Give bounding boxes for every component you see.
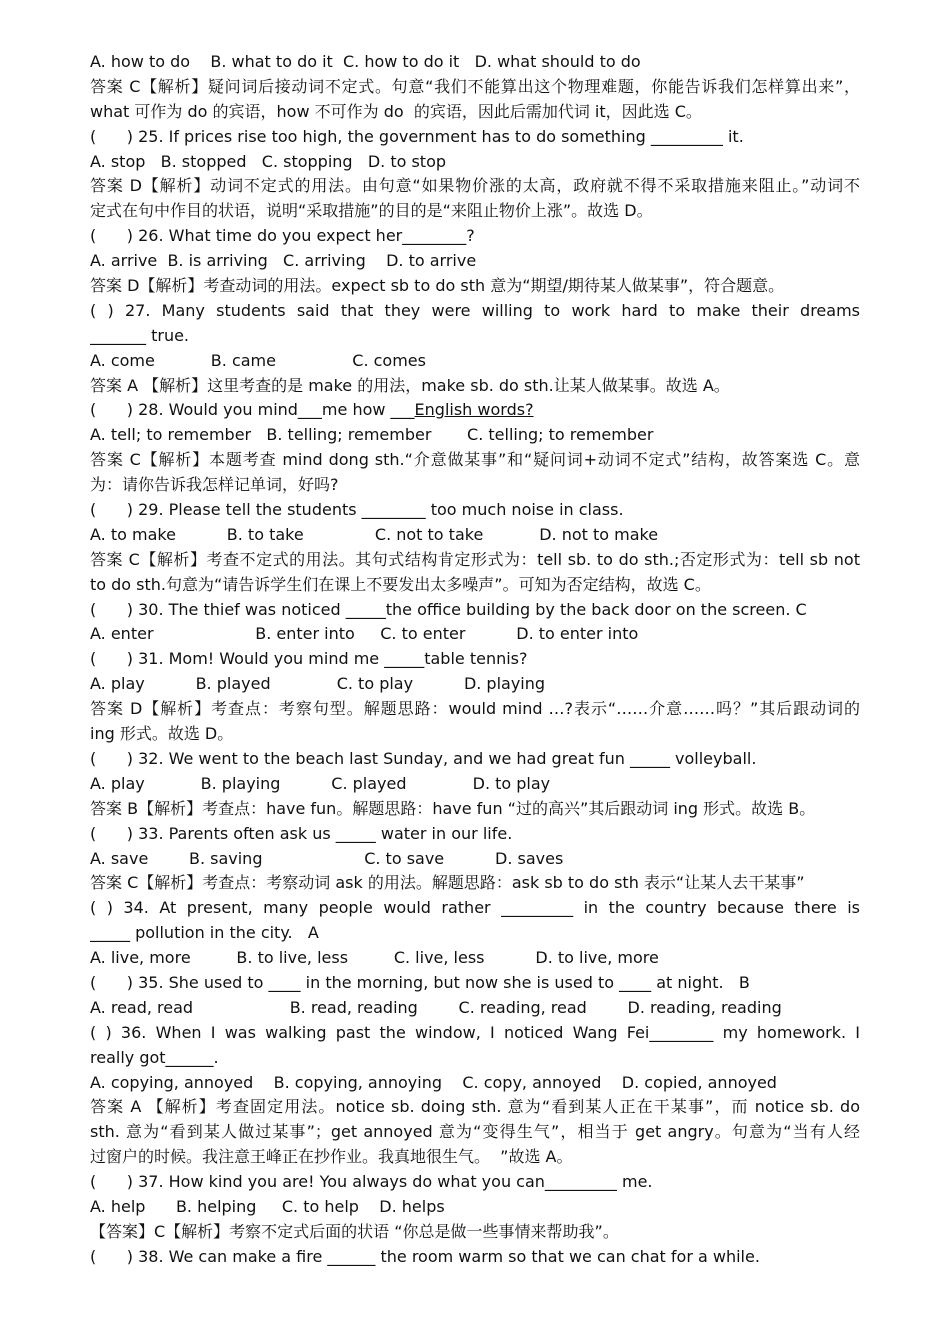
text-line: ( ) 35. She used to ____ in the morning, but now she is used to ____ at night. B [90,972,750,992]
text-segment: ( ) 28. Would you mind___me how ___ [90,400,415,420]
text-line: ( ) 36. When I was walking past the window, I noticed Wang Fei________ my homework. I [90,1022,860,1042]
text-line: A. arrive B. is arriving C. arriving D. to arrive [90,251,477,271]
text-line: ( ) 29. Please tell the students ________ too much noise in class. [90,500,624,520]
text-line: ( ) 25. If prices rise too high, the government has to do something _________ it. [90,126,744,146]
text-line: 答案 B【解析】考查点：have fun。解题思路：have fun “过的高兴”其后跟动词 ing 形式。故选 B。 [90,798,816,818]
text-line: 答案 D【解析】考查点：考察句型。解题思路：would mind …?表示“……介意……吗？”其后跟动词的 [90,699,860,719]
text-line: ( ) 38. We can make a fire ______ the room warm so that we can chat for a while. [90,1246,760,1266]
text-line: ( ) 34. At present, many people would rather _________ in the country because there is [90,898,860,918]
text-line: 定式在句中作目的状语，说明“采取措施”的目的是“来阻止物价上涨”。故选 D。 [90,201,653,221]
text-line: ( ) 33. Parents often ask us _____ water in our life. [90,823,513,843]
text-line: ( ) 26. What time do you expect her________? [90,226,475,246]
underlined-text: English words? [414,400,534,420]
text-line: A. live, more B. to live, less C. live, less D. to live, more [90,948,659,968]
text-line: _____ pollution in the city. A [90,923,319,943]
text-line: ing 形式。故选 D。 [90,724,234,744]
text-line: what 可作为 do 的宾语，how 不可作为 do 的宾语，因此后需加代词 it，因此选 C。 [90,101,702,121]
text-line: A. tell; to remember B. telling; remember C. telling; to remember [90,425,654,445]
text-line: A. play B. playing C. played D. to play [90,773,551,793]
text-line: ( ) 27. Many students said that they were willing to work hard to make their dreams [90,300,860,320]
text-line: ( ) 32. We went to the beach last Sunday, and we had great fun _____ volleyball. [90,748,757,768]
text-line: 答案 C【解析】疑问词后接动词不定式。句意“我们不能算出这个物理难题，你能告诉我们怎样算出来”， [90,76,860,96]
text-line: really got______. [90,1047,219,1067]
text-line: 【答案】C【解析】考察不定式后面的状语 “你总是做一些事情来帮助我”。 [90,1221,619,1241]
text-line: 答案 C【解析】考查点：考察动词 ask 的用法。解题思路：ask sb to do sth 表示“让某人去干某事” [90,873,805,893]
text-line: 答案 D【解析】考查动词的用法。expect sb to do sth 意为“期望/期待某人做某事”，符合题意。 [90,276,785,296]
text-line: ( ) 31. Mom! Would you mind me _____table tennis? [90,649,528,669]
text-line: ( ) 37. How kind you are! You always do what you can_________ me. [90,1172,653,1192]
text-line: A. save B. saving C. to save D. saves [90,848,564,868]
text-line: A. to make B. to take C. not to take D. not to make [90,524,659,544]
text-line: 答案 C【解析】考查不定式的用法。其句式结构肯定形式为：tell sb. to do sth.;否定形式为：tell sb not [90,549,860,569]
text-line: sth. 意为“看到某人做过某事”；get annoyed 意为“变得生气”，相当于 get angry。句意为“当有人经 [90,1122,860,1142]
text-line: A. come B. came C. comes [90,350,426,370]
text-line: A. play B. played C. to play D. playing [90,674,546,694]
text-line: A. copying, annoyed B. copying, annoying C. copy, annoyed D. copied, annoyed [90,1072,777,1092]
text-line: 为：请你告诉我怎样记单词，好吗? [90,475,339,495]
text-line: ( ) 30. The thief was noticed _____the office building by the back door on the screen. C [90,599,807,619]
text-line: _______ true. [90,325,190,345]
text-line: 答案 D【解析】动词不定式的用法。由句意“如果物价涨的太高，政府就不得不采取措施来阻止。”动词不 [90,176,860,196]
text-line: A. read, read B. read, reading C. reading, read D. reading, reading [90,997,782,1017]
text-line: to do sth.句意为“请告诉学生们在课上不要发出太多噪声”。可知为否定结构，故选 C。 [90,574,711,594]
text-line: 答案 C【解析】本题考查 mind dong sth.“介意做某事”和“疑问词+动词不定式”结构，故答案选 C。意 [90,450,860,470]
text-line: 答案 A 【解析】考查固定用法。notice sb. doing sth. 意为“看到某人正在干某事”，而 notice sb. do [90,1097,860,1117]
text-line: A. enter B. enter into C. to enter D. to enter into [90,624,639,644]
text-line: A. help B. helping C. to help D. helps [90,1196,445,1216]
text-line: 过窗户的时候。我注意王峰正在抄作业。我真地很生气。 ”故选 A。 [90,1147,573,1167]
text-line: 答案 A 【解析】这里考查的是 make 的用法，make sb. do sth.让某人做某事。故选 A。 [90,375,730,395]
text-line [90,398,860,423]
text-line: A. stop B. stopped C. stopping D. to stop [90,151,447,171]
text-line: A. how to do B. what to do it C. how to do it D. what should to do [90,52,641,71]
